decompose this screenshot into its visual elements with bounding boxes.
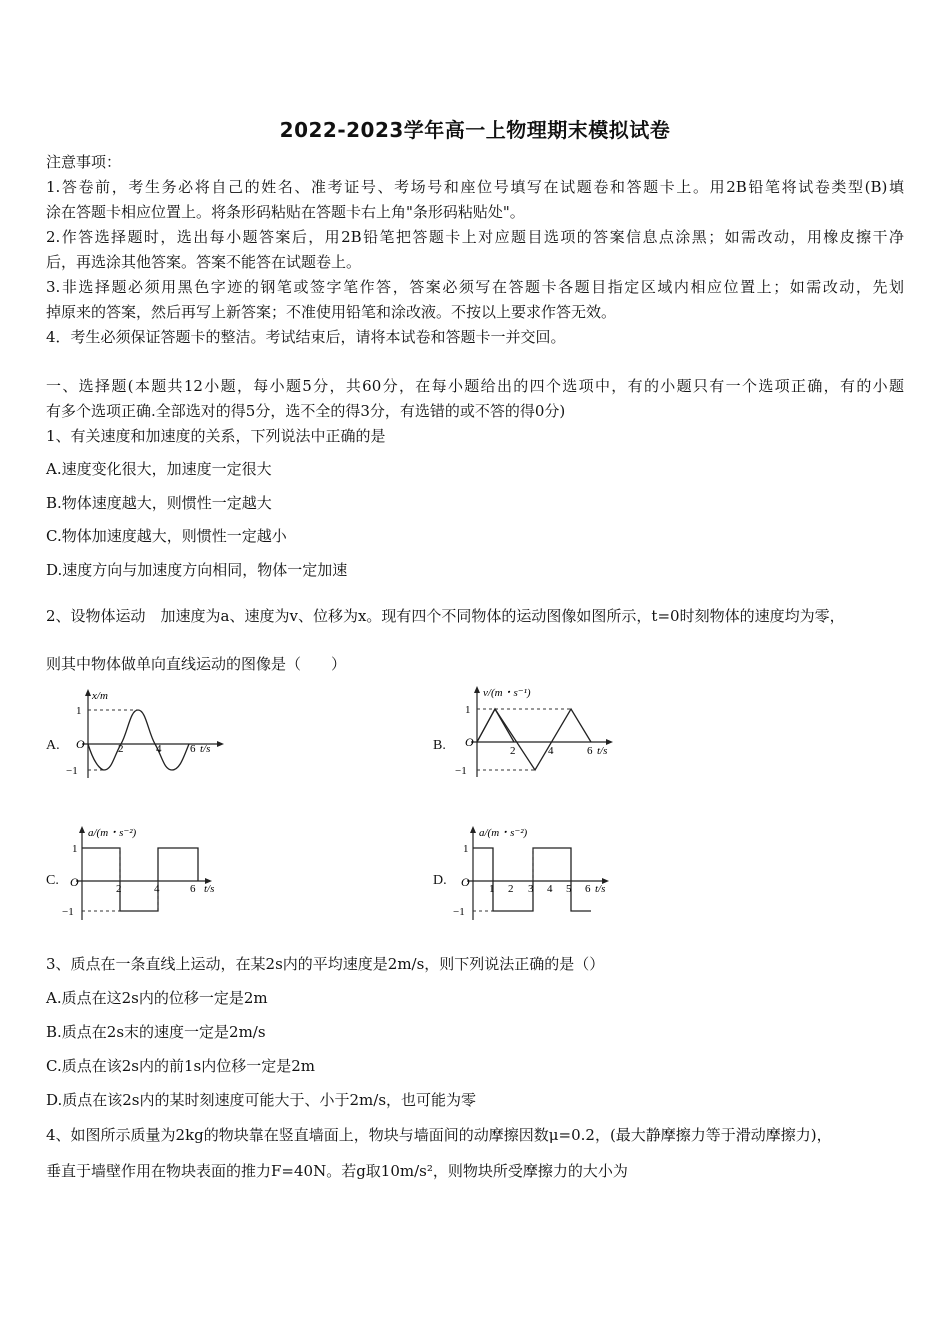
graph-a-ytick: 1 bbox=[76, 705, 82, 717]
q3-option-d: D.质点在该2s内的某时刻速度可能大于、小于2m/s，也可能为零 bbox=[46, 1091, 477, 1109]
graph-a-ytick: −1 bbox=[66, 765, 78, 777]
graph-c-xtick: 4 bbox=[154, 883, 160, 895]
question-2-stem: 2、设物体运动 加速度为a、速度为v、位移为x。现有四个不同物体的运动图像如图所示，t=0时刻物体的速度均为零， bbox=[46, 607, 845, 625]
q1-option-d: D.速度方向与加速度方向相同，物体一定加速 bbox=[46, 561, 348, 579]
graph-d-ytick: −1 bbox=[453, 906, 465, 918]
notice-line: 掉原来的答案，然后再写上新答案；不准使用铅笔和涂改液。不按以上要求作答无效。 bbox=[46, 303, 617, 321]
section-heading-cont: 有多个选项正确.全部选对的得5分，选不全的得3分，有选错的或不答的得0分) bbox=[46, 402, 566, 420]
q1-option-a: A.速度变化很大，加速度一定很大 bbox=[46, 460, 272, 478]
notice-line: 2.作答选择题时，选出每小题答案后，用2B铅笔把答题卡上对应题目选项的答案信息点涂黑；如需改动，用橡皮擦干净 bbox=[46, 228, 904, 246]
question-3-stem: 3、质点在一条直线上运动，在某2s内的平均速度是2m/s，则下列说法正确的是（） bbox=[46, 955, 605, 973]
graph-d-xtick: 6 bbox=[585, 883, 591, 895]
graph-c-xtick: 2 bbox=[116, 883, 122, 895]
q3-option-a: A.质点在这2s内的位移一定是2m bbox=[46, 989, 268, 1007]
graph-d-label: D. bbox=[433, 873, 447, 888]
graph-a-xtick: 6 bbox=[190, 743, 196, 755]
q3-option-c: C.质点在该2s内的前1s内位移一定是2m bbox=[46, 1057, 315, 1075]
graph-c-ylabel: a/(m・s⁻²) bbox=[88, 827, 137, 839]
graph-c-xtick: 6 bbox=[190, 883, 196, 895]
graph-b-label: B. bbox=[433, 738, 446, 753]
graph-a-xtick: 2 bbox=[118, 743, 124, 755]
graph-b-ylabel: v/(m・s⁻¹) bbox=[483, 687, 531, 699]
graph-d bbox=[447, 820, 617, 925]
graph-c-origin: O bbox=[70, 875, 79, 889]
graph-d-xtick: 4 bbox=[547, 883, 553, 895]
graph-b-xtick: 4 bbox=[548, 745, 554, 757]
q1-option-b: B.物体速度越大，则惯性一定越大 bbox=[46, 494, 272, 512]
graph-c-ytick: 1 bbox=[72, 843, 78, 855]
graph-c-label: C. bbox=[46, 873, 59, 888]
graph-b-ytick: −1 bbox=[455, 765, 467, 777]
graph-d-xtick: 5 bbox=[566, 883, 572, 895]
graph-a-label: A. bbox=[46, 738, 60, 753]
notice-line: 涂在答题卡相应位置上。将条形码粘贴在答题卡右上角"条形码粘贴处"。 bbox=[46, 203, 525, 221]
graph-d-xtick: 3 bbox=[528, 883, 534, 895]
graph-d-ylabel: a/(m・s⁻²) bbox=[479, 827, 528, 839]
graph-b-xtick: 6 bbox=[587, 745, 593, 757]
question-4-stem-cont: 垂直于墙壁作用在物块表面的推力F=40N。若g取10m/s²，则物块所受摩擦力的大小为 bbox=[46, 1162, 628, 1180]
graph-d-xlabel: t/s bbox=[595, 883, 606, 895]
q1-option-c: C.物体加速度越大，则惯性一定越小 bbox=[46, 527, 287, 545]
section-heading: 一、选择题(本题共12小题，每小题5分，共60分，在每小题给出的四个选项中，有的小题只有一个选项正确，有的小题 bbox=[46, 377, 904, 395]
q3-option-b: B.质点在2s末的速度一定是2m/s bbox=[46, 1023, 266, 1041]
graph-a-xtick: 4 bbox=[156, 743, 162, 755]
graph-a-ylabel: x/m bbox=[92, 690, 108, 702]
page-title: 2022-2023学年高一上物理期末模拟试卷 bbox=[279, 118, 671, 142]
graph-d-origin: O bbox=[461, 875, 470, 889]
graph-d-ytick: 1 bbox=[463, 843, 469, 855]
notice-line: 后，再选涂其他答案。答案不能答在试题卷上。 bbox=[46, 253, 362, 271]
notice-line: 1.答卷前，考生务必将自己的姓名、准考证号、考场号和座位号填写在试题卷和答题卡上。用2B铅笔将试卷类型(B)填 bbox=[46, 178, 904, 196]
notice-line: 3.非选择题必须用黑色字迹的钢笔或签字笔作答，答案必须写在答题卡各题目指定区域内相应位置上；如需改动，先划 bbox=[46, 278, 904, 296]
graph-c bbox=[58, 820, 228, 925]
graph-b-ytick: 1 bbox=[465, 704, 471, 716]
graph-c-ytick: −1 bbox=[62, 906, 74, 918]
graph-c-xlabel: t/s bbox=[204, 883, 215, 895]
notice-heading: 注意事项： bbox=[46, 153, 122, 171]
graph-b bbox=[447, 682, 622, 782]
question-2-stem-cont: 则其中物体做单向直线运动的图像是（ ） bbox=[46, 655, 347, 673]
graph-d-xtick: 2 bbox=[508, 883, 514, 895]
graph-b-xlabel: t/s bbox=[597, 745, 608, 757]
graph-a-xlabel: t/s bbox=[200, 743, 211, 755]
graph-b-xtick: 2 bbox=[510, 745, 516, 757]
graph-d-xtick: 1 bbox=[489, 883, 495, 895]
notice-line: 4．考生必须保证答题卡的整洁。考试结束后，请将本试卷和答题卡一并交回。 bbox=[46, 328, 566, 346]
graph-a-origin: O bbox=[76, 737, 85, 751]
question-1-stem: 1、有关速度和加速度的关系，下列说法中正确的是 bbox=[46, 427, 386, 445]
graph-b-origin: O bbox=[465, 735, 474, 749]
graph-a bbox=[60, 686, 230, 786]
question-4-stem: 4、如图所示质量为2kg的物块靠在竖直墙面上，物块与墙面间的动摩擦因数μ=0.2，(最大静摩擦力等于滑动摩擦力)， bbox=[46, 1126, 832, 1144]
